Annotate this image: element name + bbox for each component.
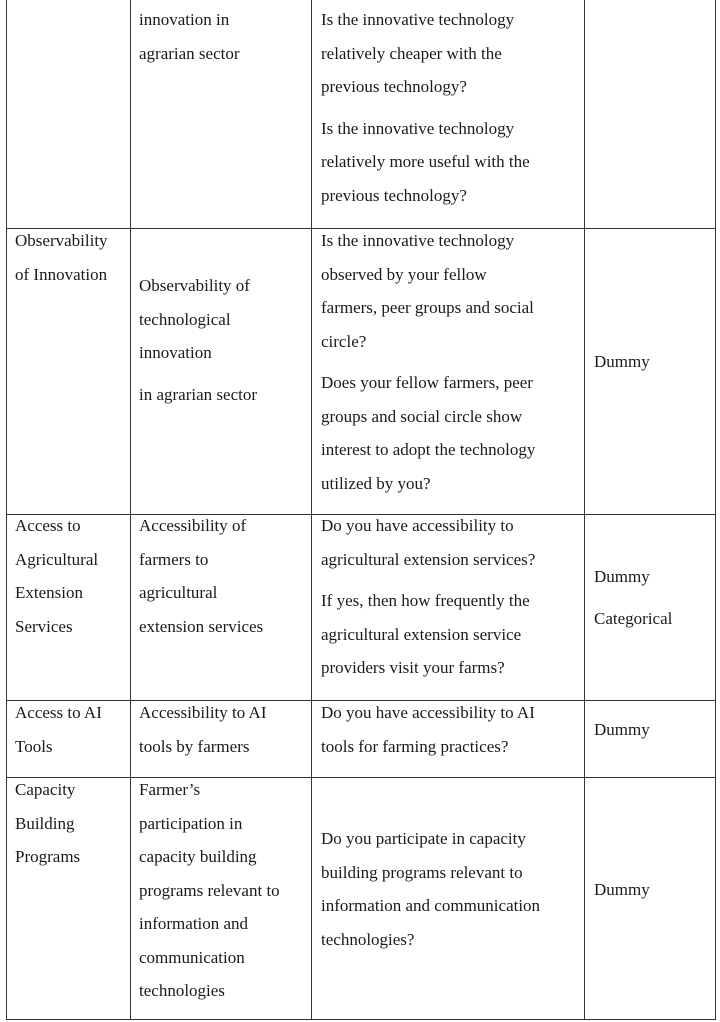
table-row-3-measurement: Dummy	[594, 720, 650, 739]
table-row-1-questions: Is the innovative technology observed by your fellow farmers, peer groups and social circle? Does your fellow farmers, peer groups and social circle show interest to adopt the technology utilized by you?	[321, 231, 536, 493]
table-row-2-measurement: Dummy Categorical	[594, 567, 673, 628]
table-row-4-definition: Farmer’s participation in capacity building programs relevant to information and communication technologies	[139, 780, 280, 1000]
table-row-2-variable: Access to Agricultural Extension Services	[15, 516, 99, 636]
table-row-4-measurement: Dummy	[594, 880, 650, 899]
table-border-left	[6, 0, 7, 1020]
table-row-3-definition: Accessibility to AI tools by farmers	[139, 703, 267, 756]
table-row-1-variable: Observability of Innovation	[15, 231, 108, 284]
table-row-2-definition: Accessibility of farmers to agricultural extension services	[139, 516, 264, 636]
table-row-4-variable: Capacity Building Programs	[15, 780, 81, 866]
table-border-bottom	[6, 1019, 716, 1020]
table-row-4-questions: Do you participate in capacity building programs relevant to information and communication technologies?	[321, 829, 541, 949]
table-row-0-definition: innovation in agrarian sector	[139, 10, 240, 63]
table-border-right	[715, 0, 716, 1020]
column-divider-3	[584, 0, 585, 1020]
table-row-1-definition: Observability of technological innovation in agrarian sector	[139, 276, 257, 404]
column-divider-2	[311, 0, 312, 1020]
table-row-2-questions: Do you have accessibility to agricultural extension services? If yes, then how frequently the agricultural extension service providers visit your farms?	[321, 516, 536, 677]
table-row-0-questions: Is the innovative technology relatively cheaper with the previous technology? Is the innovative technology relatively more useful with the previous technology?	[321, 10, 530, 205]
table-row-3-variable: Access to AI Tools	[15, 703, 102, 756]
table-row-1-measurement: Dummy	[594, 352, 650, 371]
table-row-3-questions: Do you have accessibility to AI tools for farming practices?	[321, 703, 535, 756]
column-divider-1	[130, 0, 131, 1020]
